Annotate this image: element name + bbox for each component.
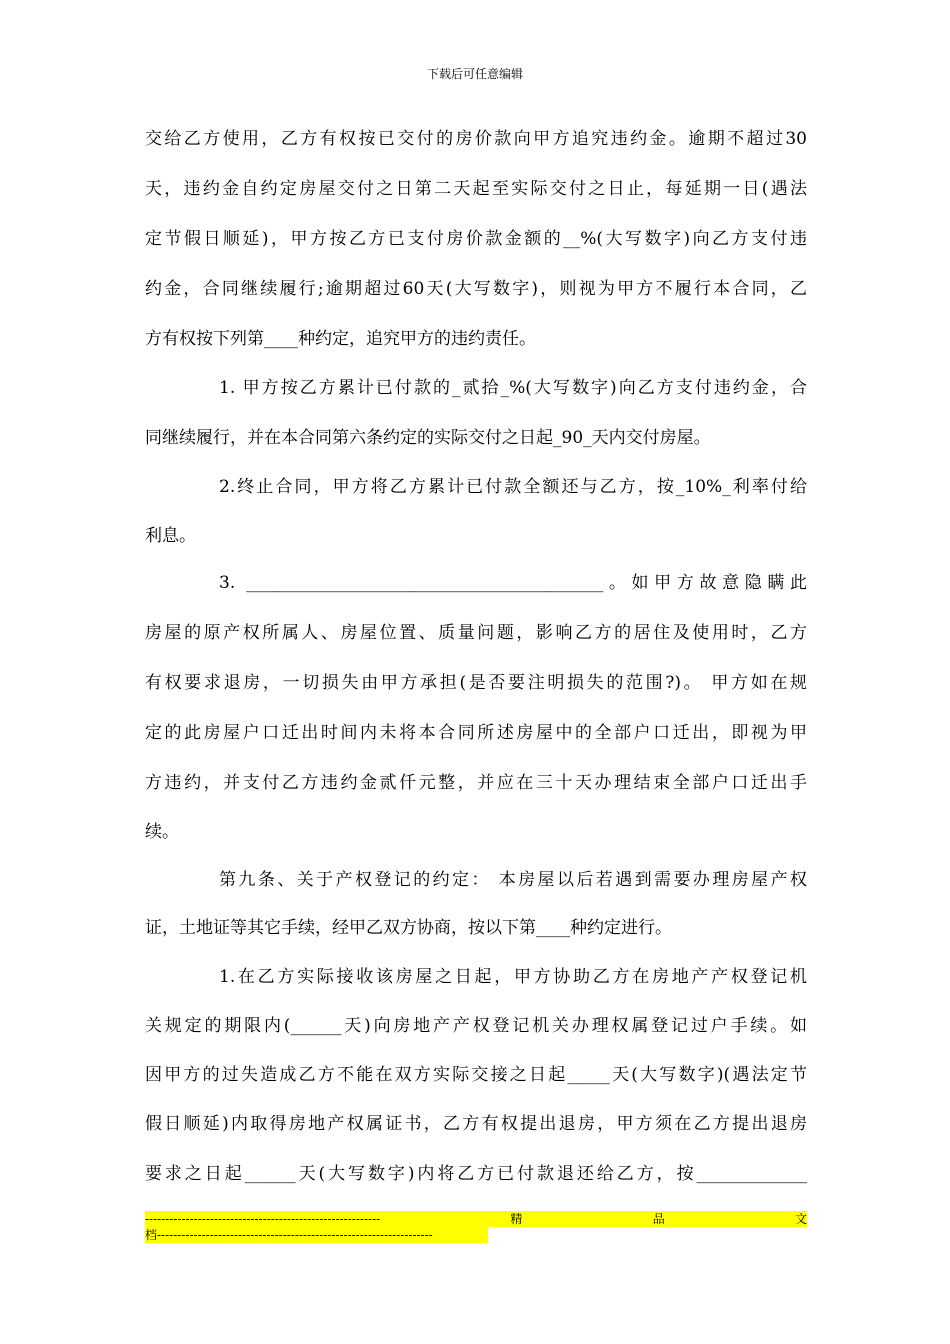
body-line: 有权要求退房，一切损失由甲方承担(是否要注明损失的范围?)。 甲方如在规 <box>145 673 808 693</box>
body-line: 3. __________________________________________。如甲方故意隐瞒此 <box>219 573 807 593</box>
footer-word: 精 <box>510 1212 523 1226</box>
body-line: 假日顺延)内取得房地产权属证书，乙方有权提出退房，甲方须在乙方提出退房 <box>145 1114 807 1134</box>
footer-watermark <box>145 1211 807 1247</box>
body-line: 方有权按下列第____种约定，追究甲方的违约责任。 <box>145 329 536 349</box>
footer-word: 文 <box>794 1212 807 1226</box>
body-line: 1.在乙方实际接收该房屋之日起，甲方协助乙方在房地产产权登记机 <box>219 967 807 987</box>
body-line: 关规定的期限内(______天)向房地产产权登记机关办理权属登记过户手续。如 <box>145 1016 807 1036</box>
footer-dashes: ---------------------------------------------------------- <box>145 1212 381 1226</box>
body-line: 约金，合同继续履行;逾期超过60天(大写数字)，则视为甲方不履行本合同，乙 <box>145 279 807 299</box>
footer-word: 品 <box>652 1212 665 1226</box>
body-line: 定节假日顺延)，甲方按乙方已支付房价款金额的__%(大写数字)向乙方支付违 <box>145 229 807 249</box>
body-line: 交给乙方使用，乙方有权按已交付的房价款向甲方追究违约金。逾期不超过30 <box>145 129 807 149</box>
footer-row <box>145 1211 807 1227</box>
body-line: 1. 甲方按乙方累计已付款的_贰拾_%(大写数字)向乙方支付违约金，合 <box>219 378 807 398</box>
body-line: 2.终止合同，甲方将乙方累计已付款全额还与乙方，按_10%_利率付给 <box>219 477 807 497</box>
body-line: 要求之日起______天(大写数字)内将乙方已付款退还给乙方，按_____________ <box>145 1164 807 1184</box>
body-line: 因甲方的过失造成乙方不能在双方实际交接之日起_____天(大写数字)(遇法定节 <box>145 1065 807 1085</box>
body-line: 同继续履行，并在本合同第六条约定的实际交付之日起_90_天内交付房屋。 <box>145 428 711 448</box>
body-line: 证，土地证等其它手续，经甲乙双方协商，按以下第____种约定进行。 <box>145 918 672 938</box>
body-line: 利息。 <box>145 526 196 546</box>
body-line: 房屋的原产权所属人、房屋位置、质量问题，影响乙方的居住及使用时，乙方 <box>145 623 807 643</box>
page-header: 下载后可任意编辑 <box>426 67 523 81</box>
body-line: 定的此房屋户口迁出时间内未将本合同所述房屋中的全部户口迁出，即视为甲 <box>145 723 807 743</box>
body-line: 天，违约金自约定房屋交付之日第二天起至实际交付之日止，每延期一日(遇法 <box>145 179 807 199</box>
body-line: 续。 <box>145 822 179 842</box>
body-line: 方违约，并支付乙方违约金贰仟元整，并应在三十天办理结束全部户口迁出手 <box>145 773 807 793</box>
footer-row: 档-------------------------------------------------------------------- <box>145 1227 488 1243</box>
body-line: 第九条、关于产权登记的约定： 本房屋以后若遇到需要办理房屋产权 <box>219 870 807 890</box>
